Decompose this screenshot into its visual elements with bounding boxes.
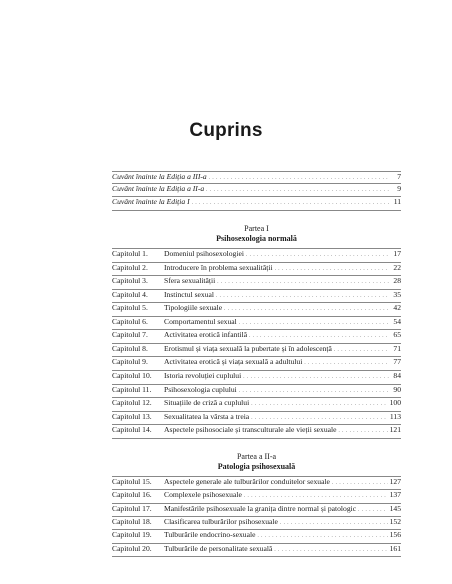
chapter-number: Capitolul 16. — [112, 490, 152, 500]
toc-entry-preface-3[interactable] — [112, 171, 401, 183]
dot-leader — [224, 302, 389, 316]
chapter-title: Activitatea erotică infantilă — [164, 330, 248, 340]
dot-leader — [244, 489, 388, 503]
dot-leader — [338, 424, 387, 438]
entry-page: 28 — [393, 276, 401, 286]
chapter-number: Capitolul 4. — [112, 289, 148, 299]
part-subtitle: Patologia psihosexuală — [217, 462, 296, 471]
dot-leader — [192, 196, 389, 210]
entry-page: 90 — [393, 384, 401, 394]
toc-entry-chapter[interactable] — [112, 262, 401, 274]
chapter-number: Capitolul 6. — [112, 316, 148, 326]
entry-page: 17 — [393, 249, 401, 258]
toc-entry-chapter[interactable] — [112, 529, 401, 541]
entry-page: 161 — [389, 543, 401, 553]
toc-entry-chapter[interactable] — [112, 275, 401, 287]
toc-entry-chapter[interactable] — [112, 476, 401, 488]
toc-entry-chapter[interactable] — [112, 356, 401, 368]
dot-leader — [334, 343, 389, 357]
chapter-title: Istoria revoluției cuplului — [164, 370, 242, 380]
toc-entry-chapter[interactable] — [112, 516, 401, 528]
dot-leader — [257, 529, 387, 543]
chapter-title: Clasificarea tulburărilor psihosexuale — [164, 516, 278, 526]
chapter-title: Manifestările psihosexuale la granița dintre normal și patologic — [164, 503, 357, 513]
entry-page: 71 — [393, 343, 401, 353]
entry-page: 113 — [389, 411, 401, 421]
chapter-title: Sexualitatea la vârsta a treia — [164, 411, 250, 421]
dot-leader — [243, 370, 389, 384]
chapter-number: Capitolul 14. — [112, 425, 152, 435]
chapter-title: Activitatea erotică și viața sexuală a adultului — [164, 357, 303, 367]
toc-entry-chapter[interactable] — [112, 503, 401, 515]
dot-leader — [246, 248, 389, 262]
entry-page: 127 — [389, 477, 401, 486]
chapter-number: Capitolul 19. — [112, 530, 152, 540]
page-title: Cuprins — [189, 120, 263, 141]
chapter-number: Capitolul 7. — [112, 330, 148, 340]
chapter-title: Erotismul și viața sexuală la pubertate și în adolescență — [164, 343, 332, 353]
chapter-number: Capitolul 5. — [112, 303, 148, 313]
chapter-title: Introducere în problema sexualității — [164, 262, 273, 272]
dot-leader — [249, 329, 389, 343]
dot-leader — [332, 476, 388, 490]
chapter-number: Capitolul 2. — [112, 262, 148, 272]
toc-entry-chapter[interactable] — [112, 302, 401, 314]
entry-page: 77 — [393, 357, 401, 367]
dot-leader — [275, 262, 389, 276]
part-heading: Partea I — [244, 224, 269, 233]
chapter-number: Capitolul 20. — [112, 543, 152, 553]
divider — [112, 556, 401, 557]
toc-entry-chapter[interactable] — [112, 370, 401, 382]
dot-leader — [274, 543, 387, 557]
toc-entry-chapter[interactable] — [112, 397, 401, 409]
chapter-title: Tulburările endocrino-sexuale — [164, 530, 256, 540]
entry-page: 137 — [389, 490, 401, 500]
part-subtitle: Psihosexologia normală — [216, 234, 297, 243]
entry-page: 7 — [397, 172, 401, 181]
chapter-title: Domeniul psihosexologiei — [164, 249, 244, 258]
chapter-number: Capitolul 1. — [112, 249, 148, 258]
entry-title: Cuvânt înainte la Ediția I — [112, 197, 190, 206]
toc-entry-chapter[interactable] — [112, 343, 401, 355]
dot-leader — [280, 516, 388, 530]
entry-page: 35 — [393, 289, 401, 299]
toc-entry-chapter[interactable] — [112, 316, 401, 328]
chapter-title: Aspectele psihosociale și transculturale ale vieții sexuale — [164, 425, 337, 435]
dot-leader — [239, 316, 389, 330]
toc-entry-chapter[interactable] — [112, 424, 401, 436]
chapter-title: Tulburările de personalitate sexuală — [164, 543, 273, 553]
divider — [112, 210, 401, 211]
chapter-number: Capitolul 3. — [112, 276, 148, 286]
entry-page: 9 — [397, 184, 401, 193]
entry-page: 156 — [389, 530, 401, 540]
toc-entry-chapter[interactable] — [112, 384, 401, 396]
dot-leader — [216, 289, 389, 303]
entry-title: Cuvânt înainte la Ediția a II-a — [112, 184, 205, 193]
dot-leader — [358, 503, 388, 517]
entry-page: 84 — [393, 370, 401, 380]
toc-entry-chapter[interactable] — [112, 248, 401, 260]
dot-leader — [251, 411, 388, 425]
entry-title: Cuvânt înainte la Ediția a III-a — [112, 172, 207, 181]
toc-entry-chapter[interactable] — [112, 543, 401, 555]
dot-leader — [206, 183, 389, 197]
part-heading: Partea a II-a — [236, 452, 277, 461]
chapter-number: Capitolul 13. — [112, 411, 152, 421]
chapter-number: Capitolul 18. — [112, 516, 152, 526]
toc-entry-chapter[interactable] — [112, 489, 401, 501]
dot-leader — [239, 384, 389, 398]
divider — [112, 438, 401, 439]
entry-page: 11 — [393, 197, 401, 206]
chapter-number: Capitolul 10. — [112, 370, 152, 380]
entry-page: 152 — [389, 516, 401, 526]
chapter-title: Sfera sexualității — [164, 276, 216, 286]
chapter-title: Complexele psihosexuale — [164, 490, 242, 500]
toc-entry-chapter[interactable] — [112, 329, 401, 341]
chapter-title: Tipologiile sexuale — [164, 303, 223, 313]
toc-entry-chapter[interactable] — [112, 411, 401, 423]
entry-page: 100 — [389, 398, 401, 408]
chapter-title: Aspectele generale ale tulburărilor conduitelor sexuale — [164, 477, 330, 486]
entry-page: 54 — [393, 316, 401, 326]
chapter-number: Capitolul 11. — [112, 384, 152, 394]
chapter-number: Capitolul 12. — [112, 398, 152, 408]
chapter-number: Capitolul 15. — [112, 477, 152, 486]
toc-entry-preface-1[interactable] — [112, 196, 401, 208]
entry-page: 42 — [393, 303, 401, 313]
chapter-title: Situațiile de criză a cuplului — [164, 398, 250, 408]
toc-entry-preface-2[interactable] — [112, 183, 401, 195]
dot-leader — [304, 356, 389, 370]
chapter-title: Instinctul sexual — [164, 289, 214, 299]
dot-leader — [217, 275, 389, 289]
chapter-number: Capitolul 9. — [112, 357, 148, 367]
chapter-title: Comportamentul sexual — [164, 316, 237, 326]
entry-page: 145 — [389, 503, 401, 513]
chapter-number: Capitolul 8. — [112, 343, 148, 353]
entry-page: 121 — [389, 425, 401, 435]
chapter-title: Psihosexologia cuplului — [164, 384, 237, 394]
entry-page: 22 — [393, 262, 401, 272]
dot-leader — [251, 397, 387, 411]
entry-page: 65 — [393, 330, 401, 340]
chapter-number: Capitolul 17. — [112, 503, 152, 513]
toc-entry-chapter[interactable] — [112, 289, 401, 301]
